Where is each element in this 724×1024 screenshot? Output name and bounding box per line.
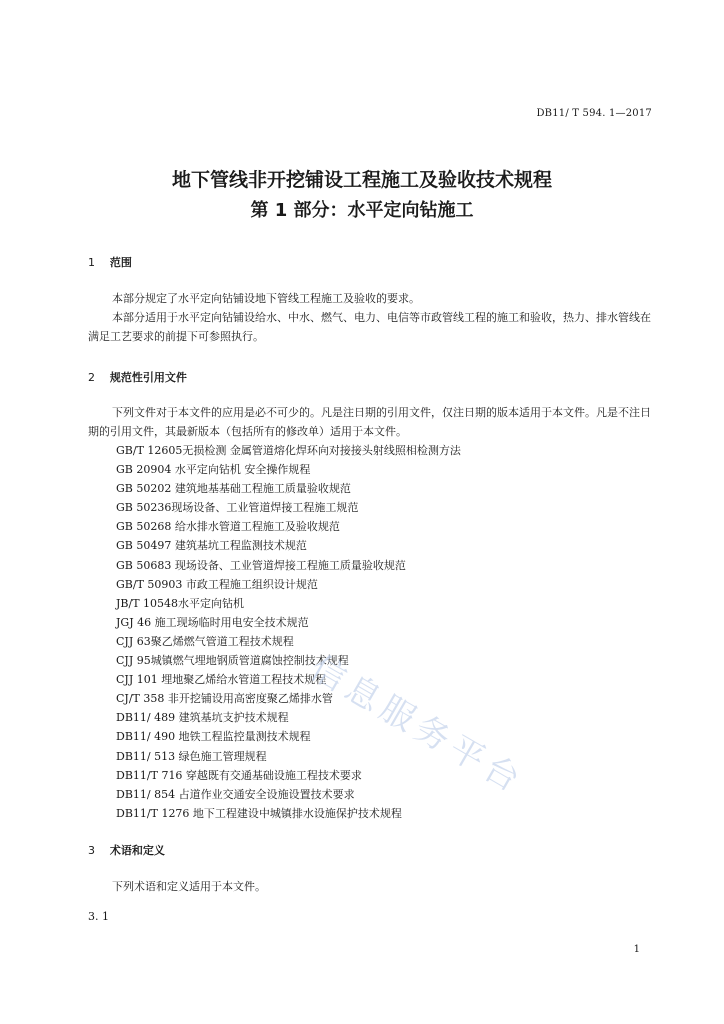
terms-intro-paragraph: 下列术语和定义适用于本文件。 [112, 880, 266, 893]
page-number: 1 [633, 944, 640, 955]
reference-item: GB 50268 给水排水管道工程施工及验收规范 [116, 520, 340, 534]
section-title: 规范性引用文件 [109, 371, 187, 384]
reference-list [116, 441, 461, 823]
reference-item: CJJ 63聚乙烯燃气管道工程技术规程 [116, 634, 294, 648]
reference-item: GB 20904 水平定向钻机 安全操作规程 [116, 463, 311, 477]
reference-item: DB11/ 513 绿色施工管理规程 [116, 749, 267, 763]
section-number: 1 [88, 256, 95, 269]
section-3-heading [88, 842, 165, 858]
section-title: 术语和定义 [109, 844, 165, 857]
reference-item: JGJ 46 施工现场临时用电安全技术规范 [116, 615, 309, 629]
document-title: 地下管线非开挖铺设工程施工及验收技术规程 [171, 169, 552, 191]
reference-item: GB 50497 建筑基坑工程监测技术规范 [116, 539, 307, 553]
section-number: 2 [88, 371, 95, 384]
reference-item: GB 50236现场设备、工业管道焊接工程施工规范 [116, 501, 359, 515]
reference-item: DB11/ 490 地铁工程监控量测技术规程 [116, 730, 311, 744]
standard-code: DB11/ T 594. 1—2017 [536, 108, 652, 119]
section-title: 范围 [109, 256, 132, 269]
reference-item: DB11/ 854 占道作业交通安全设施设置技术要求 [116, 787, 355, 801]
reference-item: JB/T 10548水平定向钻机 [116, 596, 245, 610]
reference-item: CJJ 101 埋地聚乙烯给水管道工程技术规程 [116, 673, 327, 687]
reference-item: DB11/T 1276 地下工程建设中城镇排水设施保护技术规程 [116, 806, 402, 820]
section-1-heading [88, 254, 132, 270]
reference-item: DB11/ 489 建筑基坑支护技术规程 [116, 711, 289, 725]
reference-item: GB 50683 现场设备、工业管道焊接工程施工质量验收规范 [116, 558, 406, 572]
normative-intro-paragraph: 下列文件对于本文件的应用是必不可少的。凡是注日期的引用文件，仅注日期的版本适用于本文件。凡是不注日期的引用文件，其最新版本（包括所有的修改单）适用于本文件。 [88, 406, 651, 438]
reference-item: CJ/T 358 非开挖铺设用高密度聚乙烯排水管 [116, 692, 333, 706]
scope-paragraph-1: 本部分规定了水平定向钻铺设地下管线工程施工及验收的要求。 [112, 292, 420, 305]
section-2-heading [88, 369, 187, 385]
reference-item: GB 50202 建筑地基基础工程施工质量验收规范 [116, 482, 351, 496]
reference-item: GB/T 12605无损检测 金属管道熔化焊环向对接接头射线照相检测方法 [116, 444, 461, 457]
document-subtitle: 第 1 部分：水平定向钻施工 [250, 200, 474, 221]
reference-item: CJJ 95城镇燃气埋地钢质管道腐蚀控制技术规程 [116, 654, 349, 668]
section-number: 3 [88, 844, 95, 857]
subclause-number: 3. 1 [88, 910, 109, 923]
reference-item: DB11/T 716 穿越既有交通基础设施工程技术要求 [116, 768, 362, 782]
watermark-text: 信息服务平台 [303, 648, 532, 803]
reference-item: GB/T 50903 市政工程施工组织设计规范 [116, 577, 318, 591]
scope-paragraph-2: 本部分适用于水平定向钻铺设给水、中水、燃气、电力、电信等市政管线工程的施工和验收，热力、排水管线在满足工艺要求的前提下可参照执行。 [88, 311, 651, 343]
